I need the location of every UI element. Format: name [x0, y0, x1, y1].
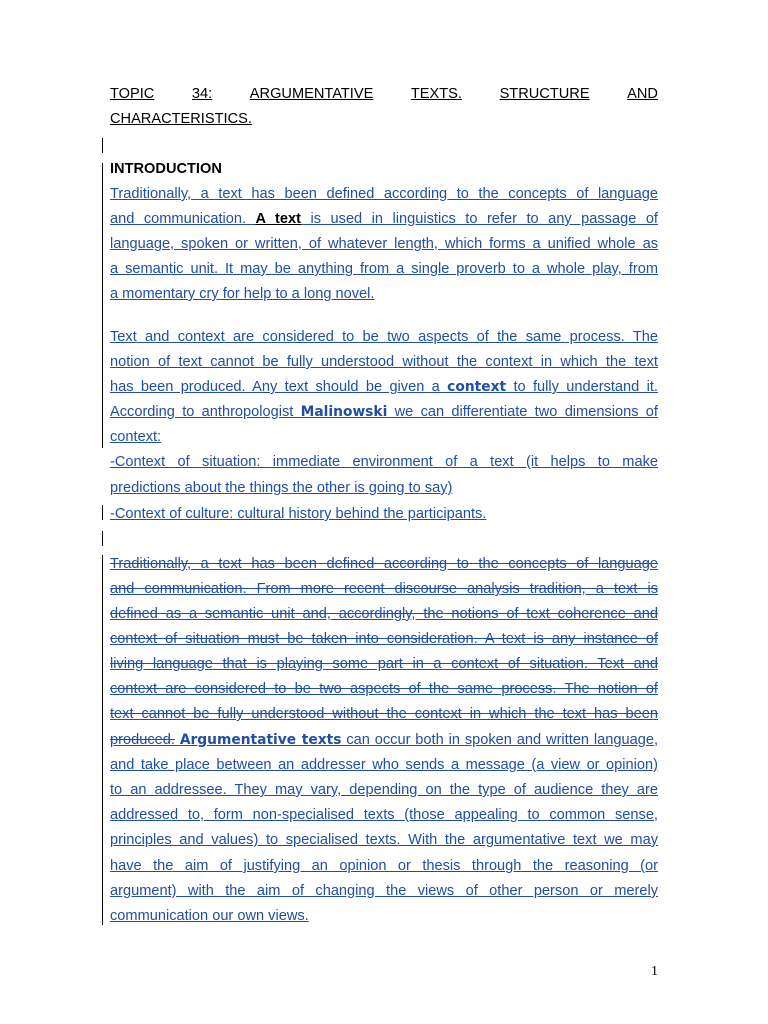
deleted-line: context are considered to be two aspects of the same process. The notion of — [110, 681, 658, 697]
term-a-text: A text — [255, 211, 301, 227]
deleted-line: text cannot be fully understood without the context in which the text has been — [110, 706, 658, 722]
para1-line: a momentary cry for help to a long novel. — [110, 286, 375, 302]
para1-line: Traditionally, a text has been defined according to the concepts of language — [110, 186, 658, 202]
para3-line: argument) with the aim of changing the views of other person or merely — [110, 883, 658, 899]
para2-line: -Context of situation: immediate environment of a text (it helps to make — [110, 454, 658, 470]
para2-text: to fully understand it. — [506, 379, 658, 395]
deleted-line: context of situation must be taken into consideration. A text is any instance of — [110, 631, 658, 647]
title-word: 34: — [191, 86, 213, 102]
para2-line: Text and context are considered to be two aspects of the same process. The — [110, 329, 658, 345]
page-number: 1 — [651, 964, 658, 979]
section-heading-introduction: INTRODUCTION — [110, 161, 222, 177]
term-malinowski: Malinowski — [300, 404, 388, 420]
term-context: context — [447, 379, 507, 395]
deleted-line: defined as a semantic unit and, accordingly, the notions of text coherence and — [110, 606, 658, 622]
para3-line: and take place between an addresser who sends a message (a view or opinion) — [110, 757, 658, 773]
para3-line: principles and values) to specialised texts. With the argumentative text we may — [110, 832, 658, 848]
deleted-line: Traditionally, a text has been defined according to the concepts of language — [110, 556, 658, 572]
para3-line: addressed to, form non-specialised texts (those appealing to common sense, — [110, 807, 658, 823]
para2-text: has been produced. Any text should be given a — [110, 379, 448, 395]
para1-text: and communication. — [110, 211, 256, 227]
para3-line — [110, 731, 658, 750]
change-bar — [102, 505, 103, 520]
change-bar — [102, 163, 103, 448]
para2-line: -Context of culture: cultural history behind the participants. — [110, 506, 487, 522]
change-bar — [102, 531, 103, 546]
para2-line — [110, 403, 658, 422]
document-title-line2: CHARACTERISTICS. — [110, 111, 252, 127]
title-word: TOPIC — [110, 86, 155, 102]
change-bar — [102, 555, 103, 925]
para1-text: is used in linguistics to refer to any passage of — [301, 211, 658, 227]
title-word: ARGUMENTATIVE — [249, 86, 374, 102]
para2-line: predictions about the things the other is going to say) — [110, 480, 453, 496]
para2-text: According to anthropologist — [110, 404, 301, 420]
deleted-text: produced. — [110, 732, 175, 748]
title-word: AND — [627, 86, 658, 102]
para2-line: notion of text cannot be fully understood without the context in which the text — [110, 354, 658, 370]
title-word: TEXTS. — [410, 86, 462, 102]
para3-line: to an addressee. They may vary, depending on the type of audience they are — [110, 782, 658, 798]
para1-line: language, spoken or written, of whatever length, which forms a unified whole as — [110, 236, 658, 252]
deleted-line: and communication. From more recent discourse analysis tradition, a text is — [110, 581, 658, 597]
para3-line: have the aim of justifying an opinion or thesis through the reasoning (or — [110, 858, 658, 874]
para2-line — [110, 378, 658, 397]
para2-text: we can differentiate two dimensions of — [387, 404, 658, 420]
title-word: STRUCTURE — [499, 86, 590, 102]
document-title — [110, 85, 658, 104]
term-argumentative-texts: Argumentative texts — [179, 732, 342, 748]
change-bar — [102, 138, 103, 153]
para3-text: can occur both in spoken and written language, — [341, 732, 659, 748]
para3-line: communication our own views. — [110, 908, 309, 924]
para1-line — [110, 210, 658, 229]
para1-line: a semantic unit. It may be anything from a single proverb to a whole play, from — [110, 261, 658, 277]
deleted-line: living language that is playing some part in a context of situation. Text and — [110, 656, 658, 672]
para2-line: context: — [110, 429, 162, 445]
